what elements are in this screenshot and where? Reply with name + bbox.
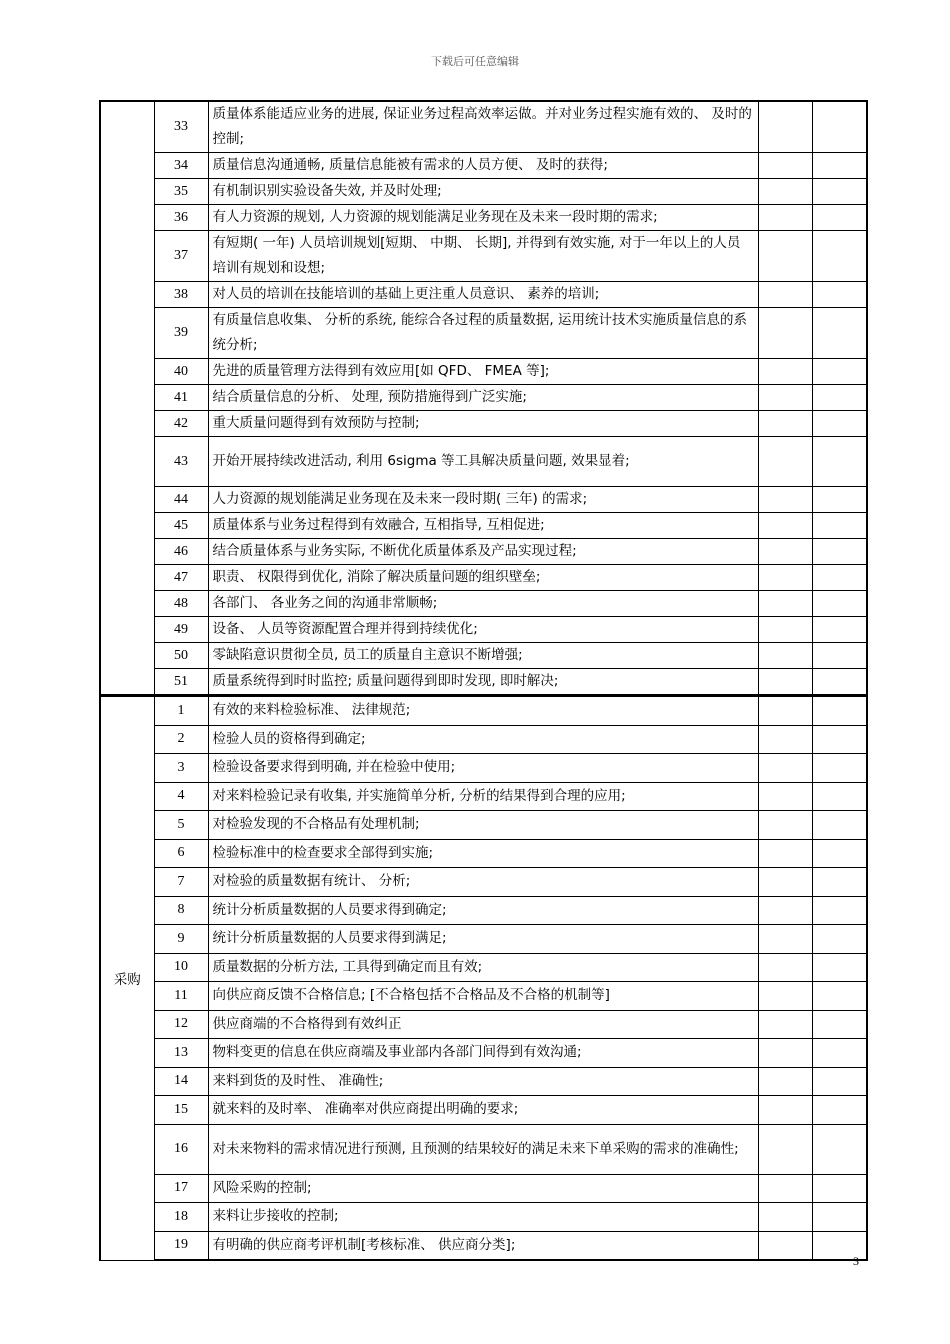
item-number: 14: [154, 1067, 208, 1096]
table-row: [100, 591, 867, 617]
item-text: 来料到货的及时性、 准确性;: [208, 1067, 758, 1096]
item-number: 6: [154, 839, 208, 868]
remark-cell[interactable]: [812, 617, 867, 643]
remark-cell[interactable]: [812, 205, 867, 231]
item-number: 34: [154, 153, 208, 179]
remark-cell[interactable]: [812, 811, 867, 840]
item-number: 10: [154, 953, 208, 982]
remark-cell[interactable]: [812, 385, 867, 411]
item-text: 开始开展持续改进活动, 利用 6sigma 等工具解决质量问题, 效果显着;: [208, 437, 758, 487]
table-row: [100, 1203, 867, 1232]
table-row: [100, 359, 867, 385]
item-text: 检验设备要求得到明确, 并在检验中使用;: [208, 754, 758, 783]
item-number: 18: [154, 1203, 208, 1232]
table-row: [100, 1231, 867, 1260]
item-text: 统计分析质量数据的人员要求得到满足;: [208, 925, 758, 954]
remark-cell[interactable]: [812, 754, 867, 783]
item-number: 44: [154, 487, 208, 513]
item-number: 19: [154, 1231, 208, 1260]
table-row: [100, 231, 867, 282]
remark-cell[interactable]: [812, 411, 867, 437]
score-cell[interactable]: [758, 669, 812, 696]
score-cell[interactable]: [758, 617, 812, 643]
remark-cell[interactable]: [812, 231, 867, 282]
table-row: [100, 437, 867, 487]
item-number: 2: [154, 725, 208, 754]
table-row: [100, 101, 867, 153]
score-cell[interactable]: [758, 1067, 812, 1096]
remark-cell[interactable]: [812, 643, 867, 669]
score-cell[interactable]: [758, 1010, 812, 1039]
remark-cell[interactable]: [812, 565, 867, 591]
remark-cell[interactable]: [812, 1174, 867, 1203]
score-cell[interactable]: [758, 591, 812, 617]
section-label: [100, 101, 154, 696]
table-row: [100, 539, 867, 565]
remark-cell[interactable]: [812, 308, 867, 359]
remark-cell[interactable]: [812, 896, 867, 925]
item-text: 结合质量信息的分析、 处理, 预防措施得到广泛实施;: [208, 385, 758, 411]
remark-cell[interactable]: [812, 513, 867, 539]
score-cell[interactable]: [758, 1174, 812, 1203]
remark-cell[interactable]: [812, 782, 867, 811]
item-number: 8: [154, 896, 208, 925]
table-row: [100, 982, 867, 1011]
page-number: 3: [853, 1254, 859, 1268]
table-row: [100, 487, 867, 513]
table-row: [100, 1039, 867, 1068]
remark-cell[interactable]: [812, 925, 867, 954]
item-text: 设备、 人员等资源配置合理并得到持续优化;: [208, 617, 758, 643]
item-number: 7: [154, 868, 208, 897]
remark-cell[interactable]: [812, 1203, 867, 1232]
item-text: 风险采购的控制;: [208, 1174, 758, 1203]
table-row: [100, 811, 867, 840]
item-text: 对检验的质量数据有统计、 分析;: [208, 868, 758, 897]
item-text: 对未来物料的需求情况进行预测, 且预测的结果较好的满足未来下单采购的需求的准确性;: [208, 1124, 758, 1174]
remark-cell[interactable]: [812, 359, 867, 385]
score-cell[interactable]: [758, 411, 812, 437]
item-text: 质量体系能适应业务的进展, 保证业务过程高效率运做。并对业务过程实施有效的、 及时的控制;: [208, 101, 758, 153]
item-text: 零缺陷意识贯彻全员, 员工的质量自主意识不断增强;: [208, 643, 758, 669]
item-text: 有明确的供应商考评机制[考核标准、 供应商分类];: [208, 1231, 758, 1260]
score-cell[interactable]: [758, 282, 812, 308]
item-text: 物料变更的信息在供应商端及事业部内各部门间得到有效沟通;: [208, 1039, 758, 1068]
item-number: 47: [154, 565, 208, 591]
item-number: 1: [154, 696, 208, 726]
item-text: 有短期( 一年) 人员培训规划[短期、 中期、 长期], 并得到有效实施, 对于一年以上的人员培训有规划和设想;: [208, 231, 758, 282]
table-row: [100, 1096, 867, 1125]
table-row: [100, 617, 867, 643]
table-row: [100, 696, 867, 726]
remark-cell[interactable]: [812, 179, 867, 205]
table-row: [100, 513, 867, 539]
item-number: 43: [154, 437, 208, 487]
table-row: [100, 1010, 867, 1039]
table-row: [100, 725, 867, 754]
score-cell[interactable]: [758, 925, 812, 954]
table-row: [100, 643, 867, 669]
section-label: 采购: [100, 696, 154, 1261]
item-number: 33: [154, 101, 208, 153]
score-cell[interactable]: [758, 359, 812, 385]
score-cell[interactable]: [758, 1096, 812, 1125]
item-number: 3: [154, 754, 208, 783]
remark-cell[interactable]: [812, 1039, 867, 1068]
table-row: [100, 953, 867, 982]
table-row: [100, 754, 867, 783]
item-text: 质量信息沟通通畅, 质量信息能被有需求的人员方便、 及时的获得;: [208, 153, 758, 179]
item-number: 11: [154, 982, 208, 1011]
item-text: 有人力资源的规划, 人力资源的规划能满足业务现在及未来一段时期的需求;: [208, 205, 758, 231]
score-cell[interactable]: [758, 153, 812, 179]
item-text: 对人员的培训在技能培训的基础上更注重人员意识、 素养的培训;: [208, 282, 758, 308]
item-text: 职责、 权限得到优化, 消除了解决质量问题的组织壁垒;: [208, 565, 758, 591]
item-text: 对来料检验记录有收集, 并实施简单分析, 分析的结果得到合理的应用;: [208, 782, 758, 811]
score-cell[interactable]: [758, 487, 812, 513]
remark-cell[interactable]: [812, 1124, 867, 1174]
item-text: 就来料的及时率、 准确率对供应商提出明确的要求;: [208, 1096, 758, 1125]
item-number: 39: [154, 308, 208, 359]
item-number: 48: [154, 591, 208, 617]
table-row: [100, 782, 867, 811]
item-text: 质量数据的分析方法, 工具得到确定而且有效;: [208, 953, 758, 982]
item-number: 17: [154, 1174, 208, 1203]
score-cell[interactable]: [758, 437, 812, 487]
checklist-body: [100, 101, 867, 1260]
remark-cell[interactable]: [812, 982, 867, 1011]
item-text: 有质量信息收集、 分析的系统, 能综合各过程的质量数据, 运用统计技术实施质量信息的系统分析;: [208, 308, 758, 359]
remark-cell[interactable]: [812, 487, 867, 513]
remark-cell[interactable]: [812, 539, 867, 565]
score-cell[interactable]: [758, 539, 812, 565]
item-number: 37: [154, 231, 208, 282]
remark-cell[interactable]: [812, 1010, 867, 1039]
score-cell[interactable]: [758, 982, 812, 1011]
remark-cell[interactable]: [812, 591, 867, 617]
table-row: [100, 868, 867, 897]
score-cell[interactable]: [758, 696, 812, 726]
score-cell[interactable]: [758, 643, 812, 669]
score-cell[interactable]: [758, 811, 812, 840]
item-text: 各部门、 各业务之间的沟通非常顺畅;: [208, 591, 758, 617]
remark-cell[interactable]: [812, 868, 867, 897]
table-row: [100, 205, 867, 231]
score-cell[interactable]: [758, 953, 812, 982]
checklist-table: [99, 100, 868, 1261]
table-row: [100, 411, 867, 437]
remark-cell[interactable]: [812, 953, 867, 982]
remark-cell[interactable]: [812, 1067, 867, 1096]
item-text: 有效的来料检验标准、 法律规范;: [208, 696, 758, 726]
item-text: 供应商端的不合格得到有效纠正: [208, 1010, 758, 1039]
item-text: 对检验发现的不合格品有处理机制;: [208, 811, 758, 840]
table-row: [100, 282, 867, 308]
table-row: [100, 385, 867, 411]
table-row: [100, 839, 867, 868]
item-text: 质量系统得到时时监控; 质量问题得到即时发现, 即时解决;: [208, 669, 758, 696]
score-cell[interactable]: [758, 896, 812, 925]
score-cell[interactable]: [758, 179, 812, 205]
table-row: [100, 669, 867, 696]
item-number: 46: [154, 539, 208, 565]
item-number: 4: [154, 782, 208, 811]
item-number: 12: [154, 1010, 208, 1039]
table-row: [100, 565, 867, 591]
table-row: [100, 896, 867, 925]
item-number: 50: [154, 643, 208, 669]
table-row: [100, 1174, 867, 1203]
item-text: 检验人员的资格得到确定;: [208, 725, 758, 754]
score-cell[interactable]: [758, 565, 812, 591]
score-cell[interactable]: [758, 1231, 812, 1260]
remark-cell[interactable]: [812, 725, 867, 754]
item-text: 有机制识别实验设备失效, 并及时处理;: [208, 179, 758, 205]
remark-cell[interactable]: [812, 282, 867, 308]
item-text: 人力资源的规划能满足业务现在及未来一段时期( 三年) 的需求;: [208, 487, 758, 513]
score-cell[interactable]: [758, 1039, 812, 1068]
remark-cell[interactable]: [812, 437, 867, 487]
remark-cell[interactable]: [812, 1096, 867, 1125]
item-number: 9: [154, 925, 208, 954]
item-text: 来料让步接收的控制;: [208, 1203, 758, 1232]
score-cell[interactable]: [758, 782, 812, 811]
item-number: 49: [154, 617, 208, 643]
score-cell[interactable]: [758, 385, 812, 411]
item-text: 结合质量体系与业务实际, 不断优化质量体系及产品实现过程;: [208, 539, 758, 565]
item-text: 检验标准中的检查要求全部得到实施;: [208, 839, 758, 868]
table-row: [100, 1124, 867, 1174]
remark-cell[interactable]: [812, 839, 867, 868]
table-row: [100, 925, 867, 954]
remark-cell[interactable]: [812, 101, 867, 153]
item-text: 向供应商反馈不合格信息; [不合格包括不合格品及不合格的机制等]: [208, 982, 758, 1011]
item-text: 质量体系与业务过程得到有效融合, 互相指导, 互相促进;: [208, 513, 758, 539]
remark-cell[interactable]: [812, 669, 867, 696]
item-number: 42: [154, 411, 208, 437]
item-number: 40: [154, 359, 208, 385]
table-row: [100, 153, 867, 179]
score-cell[interactable]: [758, 1124, 812, 1174]
item-number: 45: [154, 513, 208, 539]
remark-cell[interactable]: [812, 153, 867, 179]
remark-cell[interactable]: [812, 696, 867, 726]
score-cell[interactable]: [758, 513, 812, 539]
table-row: [100, 179, 867, 205]
score-cell[interactable]: [758, 725, 812, 754]
score-cell[interactable]: [758, 868, 812, 897]
score-cell[interactable]: [758, 231, 812, 282]
score-cell[interactable]: [758, 839, 812, 868]
item-number: 41: [154, 385, 208, 411]
item-number: 51: [154, 669, 208, 696]
score-cell[interactable]: [758, 1203, 812, 1232]
item-text: 统计分析质量数据的人员要求得到确定;: [208, 896, 758, 925]
item-number: 5: [154, 811, 208, 840]
item-text: 先进的质量管理方法得到有效应用[如 QFD、 FMEA 等];: [208, 359, 758, 385]
item-number: 13: [154, 1039, 208, 1068]
score-cell[interactable]: [758, 754, 812, 783]
item-number: 16: [154, 1124, 208, 1174]
item-number: 35: [154, 179, 208, 205]
item-number: 38: [154, 282, 208, 308]
score-cell[interactable]: [758, 308, 812, 359]
table-row: [100, 1067, 867, 1096]
score-cell[interactable]: [758, 101, 812, 153]
item-text: 重大质量问题得到有效预防与控制;: [208, 411, 758, 437]
item-number: 36: [154, 205, 208, 231]
table-row: [100, 308, 867, 359]
item-number: 15: [154, 1096, 208, 1125]
header-note: 下载后可任意编辑: [431, 55, 519, 68]
score-cell[interactable]: [758, 205, 812, 231]
